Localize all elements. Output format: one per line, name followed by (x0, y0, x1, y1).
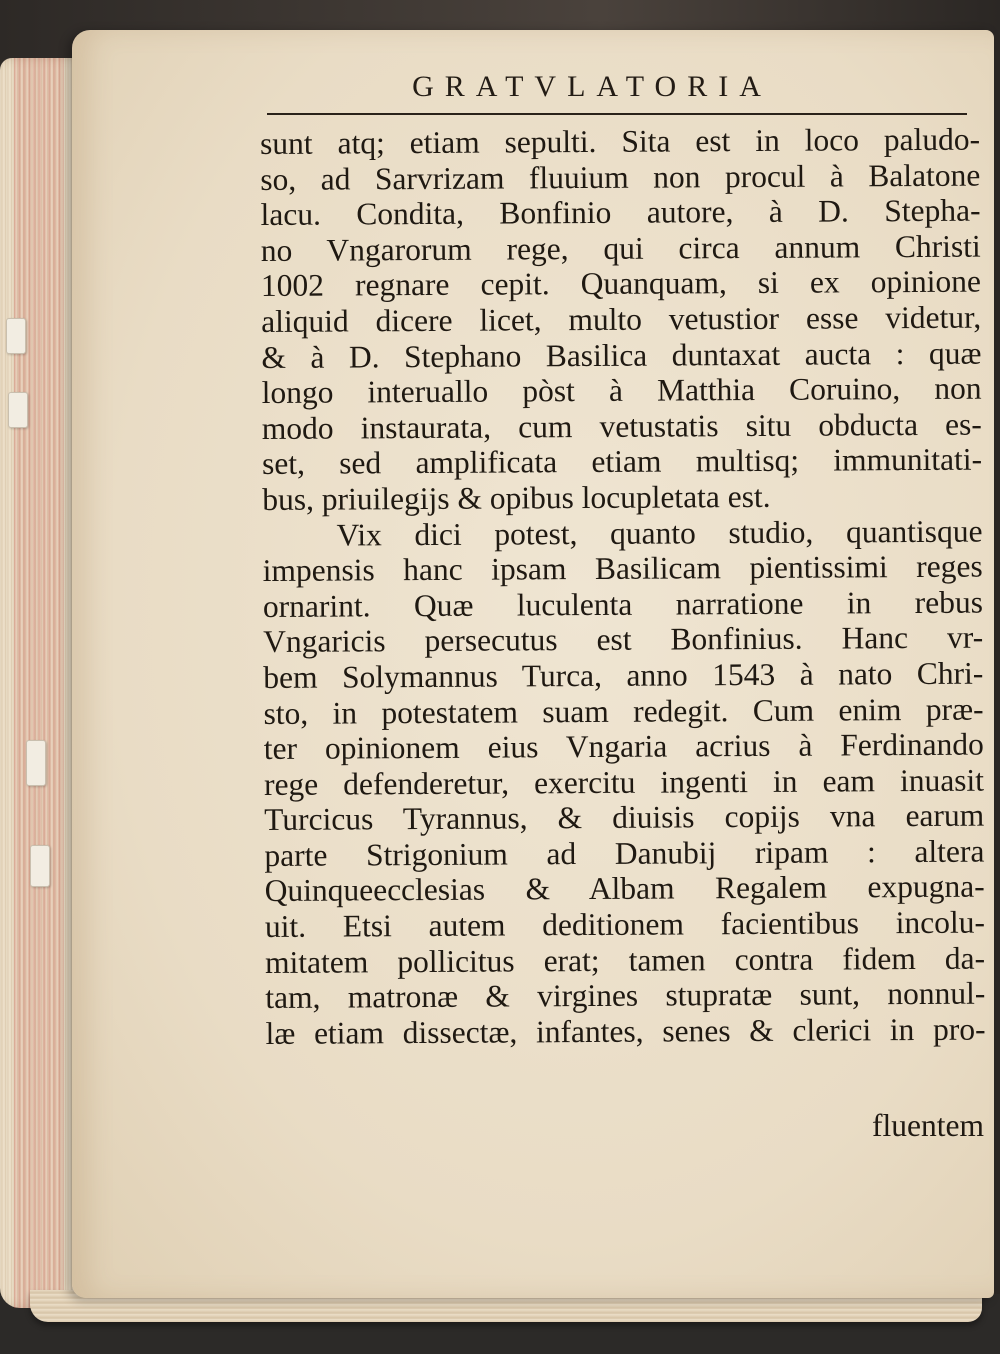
text-line: Quinqueecclesias & Albam Regalem expugna- (264, 869, 985, 909)
running-head: GRATVLATORIA (412, 70, 772, 103)
paper-tab (8, 392, 28, 428)
text-line: no Vngarorum rege, qui circa annum Christi (260, 228, 981, 268)
text-line: rege defenderetur, exercitu ingenti in eam inuasit (263, 762, 985, 802)
text-line: Vix dici potest, quanto studio, quantisque (336, 513, 983, 553)
text-line: sunt atq; etiam sepulti. Sita est in loco paludo- (260, 121, 981, 161)
text-line: læ etiam dissectæ, infantes, senes & clerici in pro- (265, 1011, 986, 1051)
catchword: fluentem (872, 1108, 984, 1143)
text-line: Vngaricis persecutus est Bonfinius. Hanc vr- (263, 619, 984, 660)
paper-tab (30, 845, 50, 887)
text-line: lacu. Condita, Bonfinio autore, à D. Stepha- (260, 192, 981, 233)
text-line: longo interuallo pòst à Matthia Coruino, non (261, 370, 982, 411)
text-line: set, sed amplificata etiam multisq; immunitati- (261, 441, 983, 482)
text-line: 1002 regnare cepit. Quanquam, si ex opinione (260, 263, 982, 304)
text-line: uit. Etsi autem deditionem facientibus incolu- (264, 904, 985, 945)
book-page (72, 30, 994, 1298)
text-line: ornarint. Quæ luculenta narratione in rebus (262, 584, 984, 624)
paper-tab (26, 740, 46, 786)
text-line: Turcicus Tyrannus, & diuisis copijs vna earum (264, 797, 985, 838)
text-line: bus, priuilegijs & opibus locupletata est. (262, 478, 771, 517)
text-line: aliquid dicere licet, multo vetustior esse videtur, (261, 299, 982, 339)
text-line: sto, in potestatem suam redegit. Cum enim præ- (263, 691, 984, 731)
text-line: modo instaurata, cum vetustatis situ obducta es- (261, 406, 982, 446)
text-line: tam, matronæ & virgines stupratæ sunt, nonnul- (265, 975, 986, 1016)
text-block (260, 122, 986, 1052)
text-line: ter opinionem eius Vngaria acrius à Ferdinando (263, 726, 984, 767)
text-line: mitatem pollicitus erat; tamen contra fidem da- (265, 940, 986, 980)
text-line: so, ad Sarvrizam fluuium non procul à Balatone (260, 157, 981, 197)
text-line: impensis hanc ipsam Basilicam pientissimi reges (262, 548, 983, 589)
text-line: & à D. Stephano Basilica duntaxat aucta : quæ (261, 335, 982, 375)
paper-tab (6, 318, 26, 354)
text-line: parte Strigonium ad Danubij ripam : altera (264, 833, 985, 873)
header-rule (267, 113, 967, 115)
text-line: bem Solymannus Turca, anno 1543 à nato Chri- (263, 655, 984, 695)
